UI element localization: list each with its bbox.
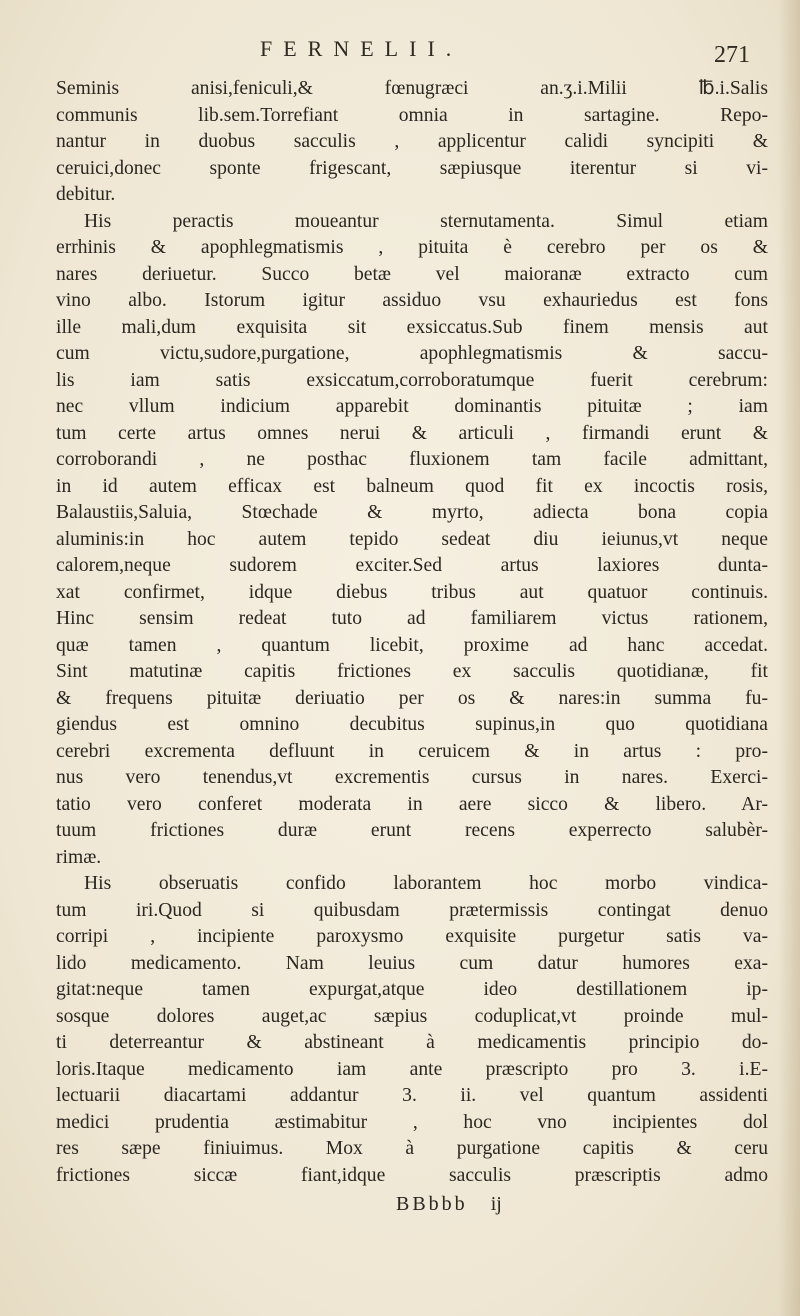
paragraph-3 (56, 871, 768, 1189)
text-line: giendus est omnino decubitus supinus,in quo quotidiana (56, 714, 768, 735)
text-line: communis lib.sem.Torrefiant omnia in sartagine. Repo- (56, 104, 768, 126)
text-line: calorem,neque sudorem exciter.Sed artus laxiores dunta- (56, 555, 768, 576)
text-line: nares deriuetur. Succo betæ vel maioranæ extracto cum (56, 263, 768, 285)
text-line: Sint matutinæ capitis frictiones ex sacculis quotidianæ, fit (56, 661, 768, 682)
text-line: tuum frictiones duræ erunt recens experrecto salubèr- (56, 820, 768, 841)
text-line: sosque dolores auget,ac sæpius coduplicat,vt proinde mul- (56, 1005, 768, 1027)
text-line: ti deterreantur & abstineant à medicamentis principio do- (56, 1032, 768, 1053)
text-line: His peractis moueantur sternutamenta. Simul etiam (84, 210, 768, 232)
text-line: nec vllum indicium apparebit dominantis pituitæ ; iam (56, 396, 768, 417)
paragraph-1 (56, 76, 768, 209)
page-number: 271 (714, 42, 750, 68)
signature-mark (56, 1189, 768, 1219)
text-line: debitur. (56, 184, 116, 205)
signature-letters: BBbbb (396, 1193, 468, 1215)
text-line: aluminis:in hoc autem tepido sedeat diu ieiunus,vt neque (56, 528, 768, 550)
text-line: tatio vero conferet moderata in aere sicco & libero. Ar- (56, 793, 768, 815)
text-line: nantur in duobus sacculis , applicentur calidi syncipiti & (56, 131, 768, 152)
signature-leaf: ij (490, 1193, 502, 1215)
text-line: quæ tamen , quantum licebit, proxime ad hanc accedat. (56, 634, 768, 656)
page-header (60, 28, 760, 78)
text-line: Seminis anisi,feniculi,& fœnugræci an.ʒ.i.Milii ℔.i.Salis (56, 78, 768, 99)
text-line: lectuarii diacartami addantur 3. ii. vel quantum assidenti (56, 1085, 768, 1106)
text-line: corroborandi , ne posthac fluxionem tam facile admittant, (56, 449, 768, 470)
text-line: rimæ. (56, 846, 102, 868)
text-line: frictiones siccæ fiant,idque sacculis præscriptis admo (56, 1164, 768, 1186)
text-line: tum certe artus omnes nerui & articuli , firmandi erunt & (56, 422, 768, 444)
text-line: res sæpe finiuimus. Mox à purgatione capitis & ceru (56, 1138, 768, 1159)
text-line: His obseruatis confido laborantem hoc morbo vindica- (84, 873, 768, 894)
text-line: cum victu,sudore,purgatione, apophlegmatismis & saccu- (56, 343, 768, 364)
text-line: tum iri.Quod si quibusdam prætermissis contingat denuo (56, 899, 768, 921)
text-line: xat confirmet, idque diebus tribus aut quatuor continuis. (56, 581, 768, 603)
text-line: ceruici,donec sponte frigescant, sæpiusque iterentur si vi- (56, 157, 768, 179)
text-line: ille mali,dum exquisita sit exsiccatus.Sub finem mensis aut (56, 316, 768, 338)
text-line: lis iam satis exsiccatum,corroboratumque fuerit cerebrum: (56, 369, 768, 391)
text-line: medici prudentia æstimabitur , hoc vno incipientes dol (56, 1111, 768, 1133)
text-line: nus vero tenendus,vt excrementis cursus in nares. Exerci- (56, 767, 768, 788)
text-line: in id autem efficax est balneum quod fit ex incoctis rosis, (56, 475, 768, 497)
text-line: corripi , incipiente paroxysmo exquisite purgetur satis va- (56, 926, 768, 947)
text-line: Hinc sensim redeat tuto ad familiarem victus rationem, (56, 608, 768, 629)
paragraph-2 (56, 209, 768, 872)
text-line: errhinis & apophlegmatismis , pituita è cerebro per os & (56, 237, 768, 258)
text-line: & frequens pituitæ deriuatio per os & nares:in summa fu- (56, 687, 768, 709)
text-line: cerebri excrementa defluunt in ceruicem & in artus : pro- (56, 740, 768, 762)
body-text (56, 76, 768, 1219)
text-line: gitat:neque tamen expurgat,atque ideo destillationem ip- (56, 979, 768, 1000)
running-head: FERNELII. (260, 36, 463, 61)
text-line: loris.Itaque medicamento iam ante præscripto pro 3. i.E- (56, 1058, 768, 1080)
text-line: Balaustiis,Saluia, Stœchade & myrto, adiecta bona copia (56, 502, 768, 523)
text-line: lido medicamento. Nam leuius cum datur humores exa- (56, 952, 768, 974)
text-line: vino albo. Istorum igitur assiduo vsu exhauriedus est fons (56, 290, 768, 311)
